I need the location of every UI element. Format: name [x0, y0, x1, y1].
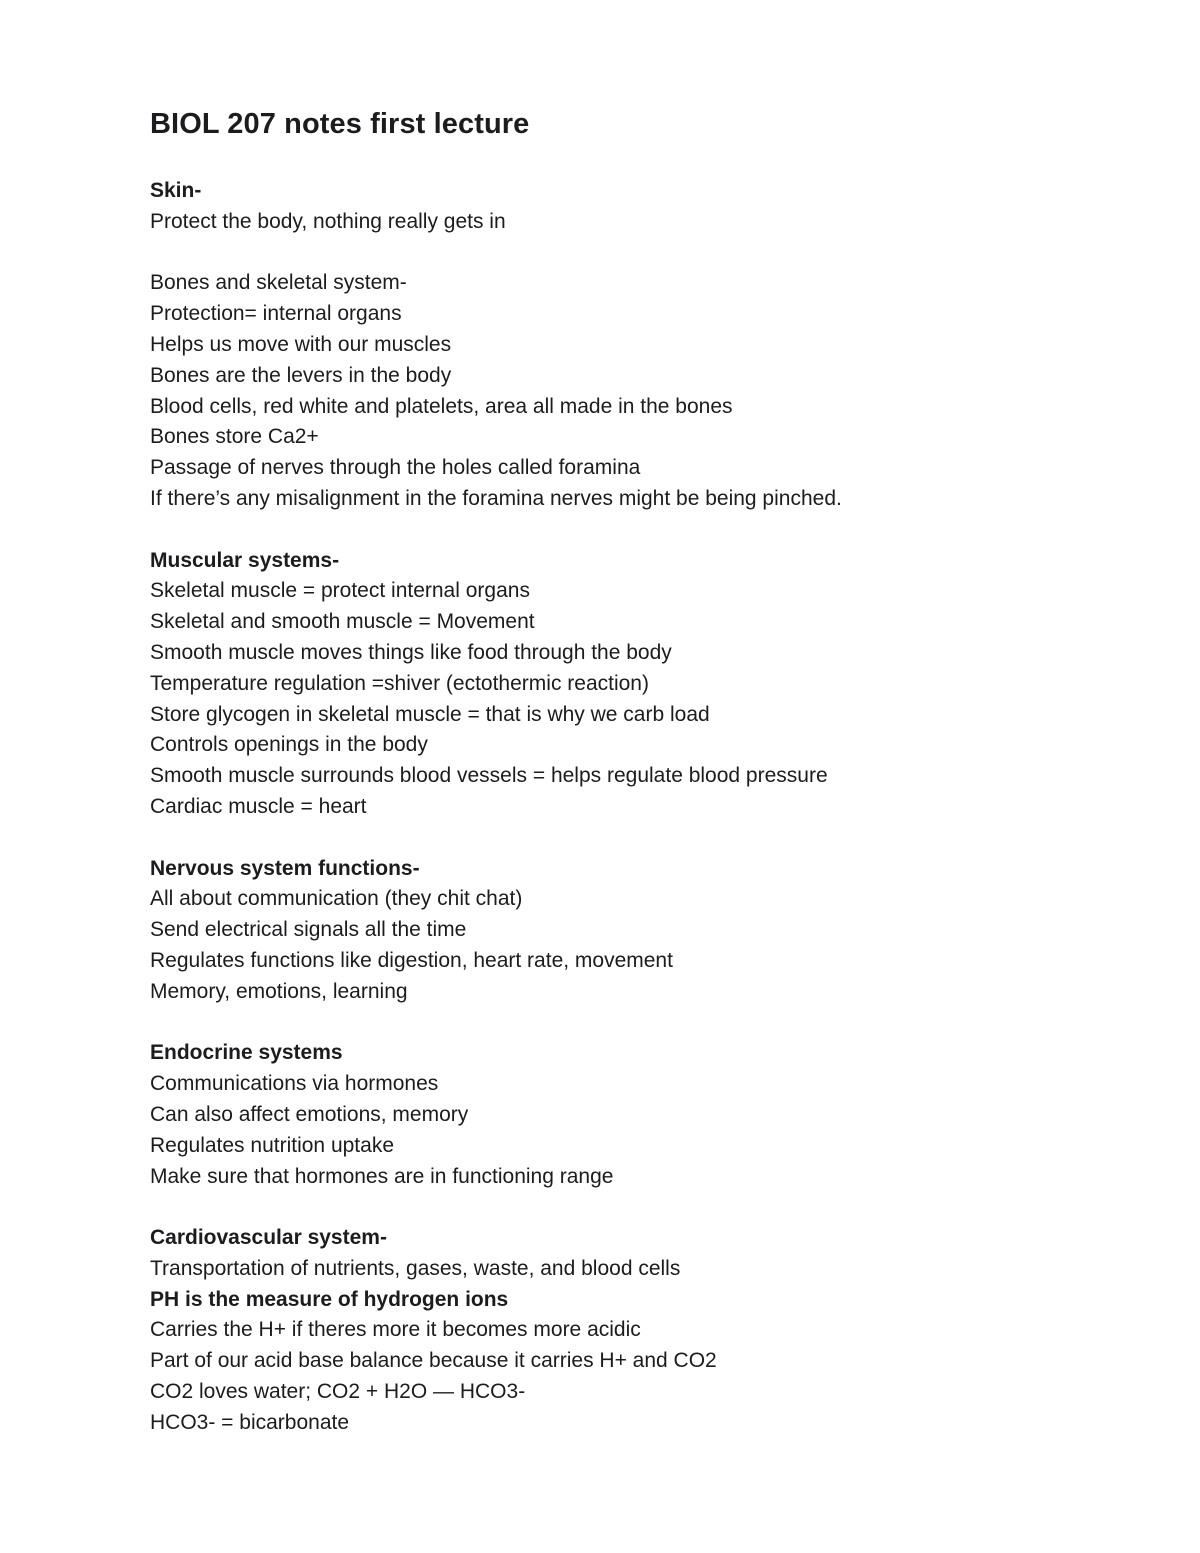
note-line: Bones and skeletal system- [150, 271, 407, 295]
notes-section [150, 1038, 1150, 1192]
notes-section [150, 1223, 1150, 1439]
note-line: Regulates functions like digestion, heart rate, movement [150, 948, 673, 972]
document-page [150, 104, 1150, 1469]
note-line: Store glycogen in skeletal muscle = that is why we carb load [150, 702, 710, 726]
note-line: Memory, emotions, learning [150, 979, 408, 1003]
note-line: Transportation of nutrients, gases, waste, and blood cells [150, 1256, 681, 1280]
section-heading: Cardiovascular system- [150, 1226, 387, 1250]
note-line: Skeletal and smooth muscle = Movement [150, 610, 535, 634]
note-line: Smooth muscle moves things like food through the body [150, 640, 672, 664]
section-heading: Nervous system functions- [150, 856, 420, 880]
notes-section [150, 546, 1150, 823]
notes-section [150, 268, 1150, 514]
note-line: HCO3- = bicarbonate [150, 1410, 350, 1434]
notes-section [150, 854, 1150, 1008]
section-heading: PH is the measure of hydrogen ions [150, 1287, 509, 1311]
note-line: Smooth muscle surrounds blood vessels = helps regulate blood pressure [150, 764, 828, 788]
note-line: Temperature regulation =shiver (ectothermic reaction) [150, 671, 649, 695]
note-line: Send electrical signals all the time [150, 918, 467, 942]
note-line: All about communication (they chit chat) [150, 887, 523, 911]
note-line: Bones store Ca2+ [150, 425, 319, 449]
note-line: Protection= internal organs [150, 302, 402, 326]
notes-body [150, 176, 1150, 1439]
note-line: Helps us move with our muscles [150, 332, 452, 356]
note-line: Protect the body, nothing really gets in [150, 209, 506, 233]
note-line: Cardiac muscle = heart [150, 794, 367, 818]
section-heading: Skin- [150, 179, 202, 202]
note-line: Part of our acid base balance because it carries H+ and CO2 [150, 1349, 717, 1373]
note-line: Skeletal muscle = protect internal organs [150, 579, 530, 603]
note-line: Can also affect emotions, memory [150, 1102, 469, 1126]
section-heading: Endocrine systems [150, 1041, 343, 1065]
note-line: Bones are the levers in the body [150, 363, 452, 387]
note-line: Make sure that hormones are in functioning range [150, 1164, 614, 1188]
note-line: Blood cells, red white and platelets, area all made in the bones [150, 394, 733, 418]
note-line: Controls openings in the body [150, 733, 428, 757]
note-line: If there’s any misalignment in the foramina nerves might be being pinched. [150, 486, 842, 510]
note-line: Passage of nerves through the holes called foramina [150, 456, 641, 480]
notes-section [150, 176, 1150, 238]
page-title: BIOL 207 notes first lecture [150, 108, 530, 140]
note-line: Regulates nutrition uptake [150, 1133, 394, 1157]
note-line: CO2 loves water; CO2 + H2O — HCO3- [150, 1380, 526, 1404]
note-line: Communications via hormones [150, 1072, 439, 1096]
note-line: Carries the H+ if theres more it becomes more acidic [150, 1318, 641, 1342]
section-heading: Muscular systems- [150, 548, 340, 572]
